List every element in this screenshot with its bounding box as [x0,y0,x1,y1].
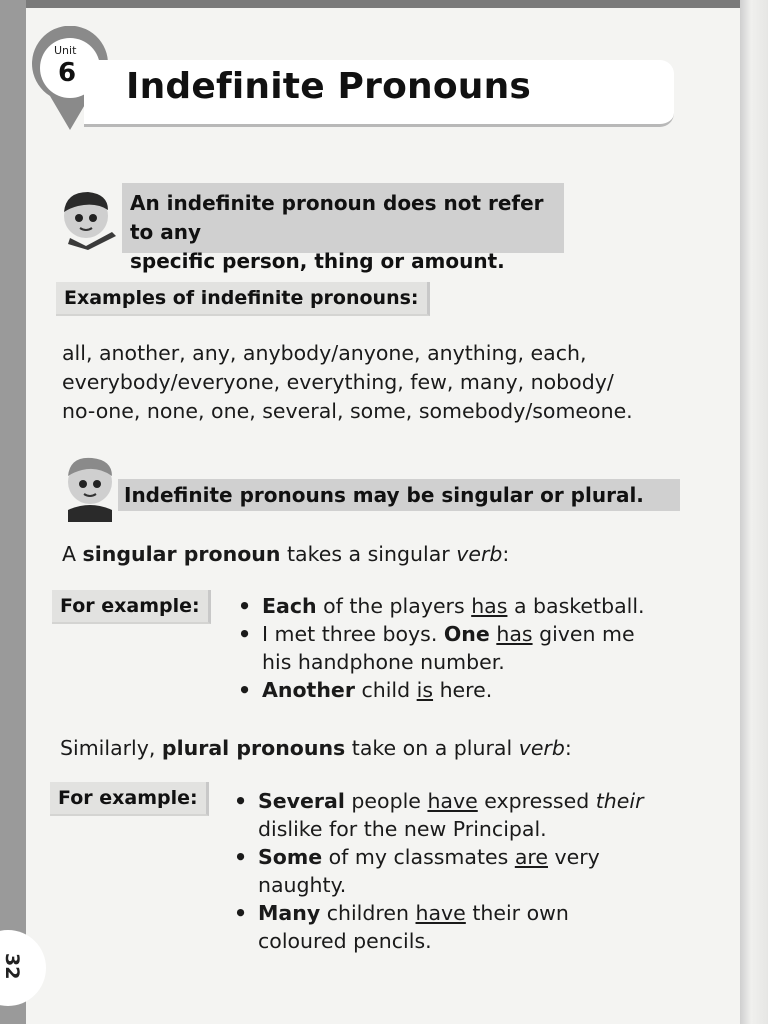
singular-intro-bold: singular pronoun [82,542,281,566]
boy-avatar-icon [58,452,122,522]
example-verb: has [471,594,508,618]
plural-intro-post: : [564,736,572,760]
plural-intro-italic: verb [518,736,565,760]
for-example-label: For example: [52,590,211,624]
examples-heading: Examples of indefinite pronouns: [56,282,430,316]
example-verb: has [496,622,533,646]
unit-label: Unit [54,44,77,57]
example-text: naughty. [258,873,347,897]
example-text: coloured pencils. [258,929,432,953]
example-text: of my classmates [322,845,515,869]
example-text: expressed [477,789,596,813]
singular-intro [62,540,509,569]
example-verb: have [415,901,466,925]
example-text: children [320,901,416,925]
example-text: dislike for the new Principal. [258,817,547,841]
example-text: their own [465,901,569,925]
rule-singular-plural-box [118,479,680,511]
examples-paragraph [62,339,633,426]
example-text: people [344,789,428,813]
example-pronoun: Another [262,678,355,702]
examples-line: everybody/everyone, everything, few, many, nobody/ [62,370,614,394]
for-example-label: For example: [50,782,209,816]
singular-intro-pre: A [62,542,83,566]
rule-singular-plural: Indefinite pronouns may be singular or plural. [124,483,644,507]
examples-line: all, another, any, anybody/anyone, anything, each, [62,341,587,365]
unit-number: 6 [58,58,77,88]
example-text: I met three boys. [262,622,444,646]
singular-intro-mid: takes a singular [280,542,457,566]
singular-example-list [236,592,645,704]
plural-intro-pre: Similarly, [60,736,162,760]
example-pronoun: Some [258,845,323,869]
plural-example-list [232,787,644,955]
plural-intro [60,734,572,763]
example-pronoun: Many [258,901,321,925]
singular-intro-italic: verb [456,542,503,566]
list-item [232,899,644,955]
example-verb: are [514,845,548,869]
page-edge [740,0,768,1024]
example-pronoun: Several [258,789,345,813]
example-verb: is [416,678,434,702]
example-pronoun: Each [262,594,317,618]
example-italic: their [595,789,644,813]
examples-line: no-one, none, one, several, some, somebody/someone. [62,399,633,423]
top-shadow [26,0,768,8]
example-verb: have [427,789,478,813]
plural-intro-bold: plural pronouns [161,736,346,760]
boy-avatar-icon [56,186,120,250]
example-text: very [547,845,600,869]
plural-intro-mid: take on a plural [345,736,519,760]
rule-definition-line1: An indefinite pronoun does not refer to any [130,191,544,244]
example-text: a basketball. [507,594,645,618]
example-text: given me [532,622,635,646]
list-item [236,620,645,676]
page-title: Indefinite Pronouns [126,66,532,107]
list-item [236,676,645,704]
rule-definition-line2: specific person, thing or amount. [130,249,505,273]
example-pronoun: One [443,622,490,646]
list-item [232,843,644,899]
list-item [232,787,644,843]
singular-intro-post: : [502,542,510,566]
rule-definition-box [122,183,564,273]
example-text: here. [433,678,493,702]
example-text: his handphone number. [262,650,505,674]
example-text: child [354,678,417,702]
example-text: of the players [316,594,472,618]
page-number: 32 [1,953,23,980]
list-item [236,592,645,620]
